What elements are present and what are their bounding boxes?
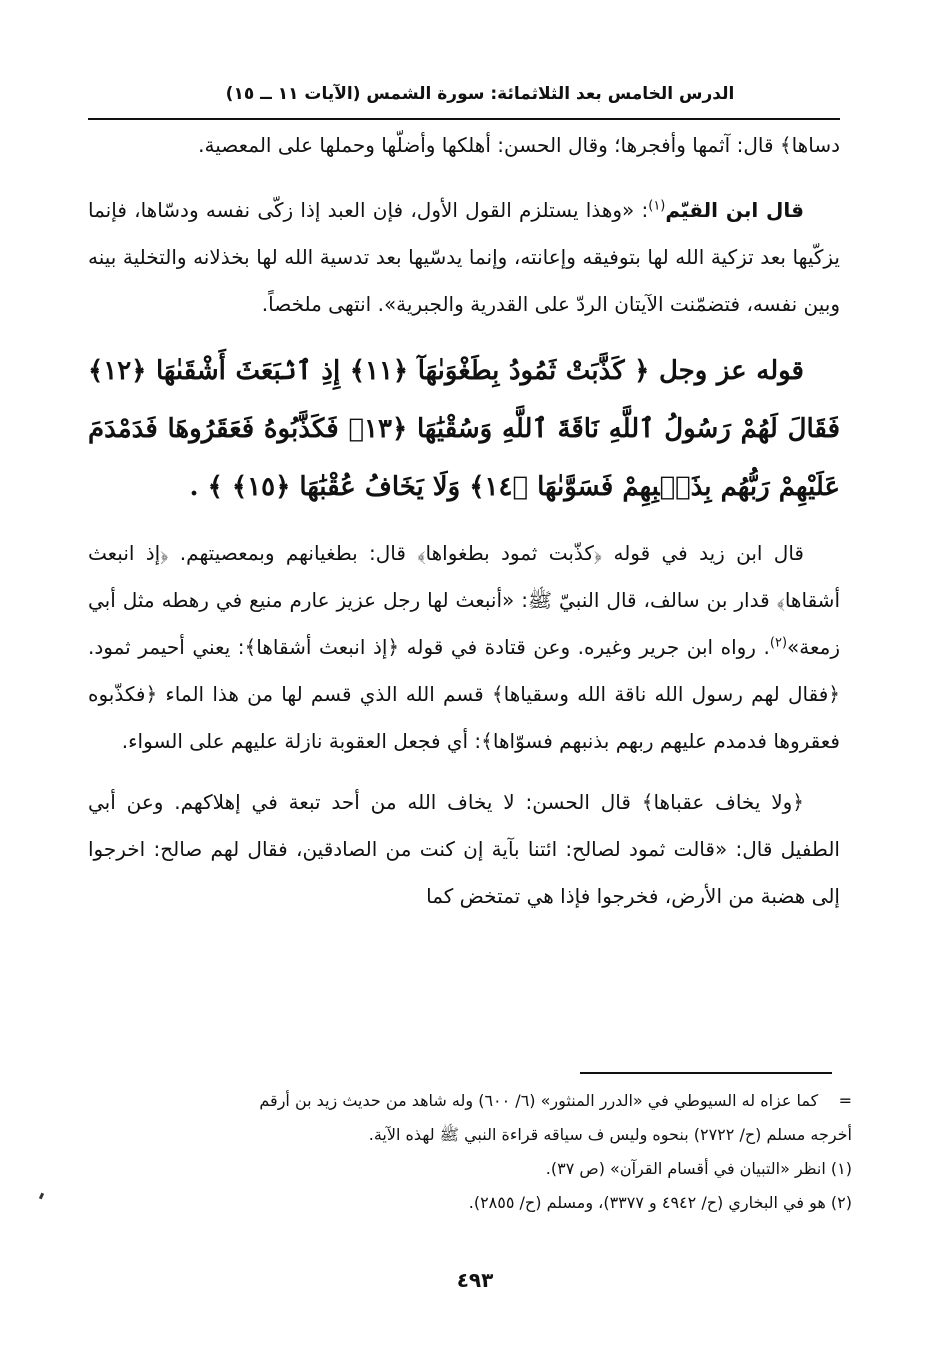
paragraph-continuation: دساها﴾ قال: آثمها وأفجرها؛ وقال الحسن: أهلكها وأضلّها وحملها على المعصية. (198, 133, 840, 157)
header-divider (88, 118, 840, 120)
quran-verses (88, 342, 840, 516)
footnote-continuation-line-1: كما عزاه له السيوطي في «الدرر المنثور» (٦/ ٦٠٠) وله شاهد من حديث زيد بن أرقم (259, 1091, 819, 1110)
paragraph-ibn-alqayyim (88, 187, 840, 328)
footnote-2: (٢) هو في البخاري (ح/ ٤٩٤٢ و ٣٣٧٧)، ومسلم (ح/ ٢٨٥٥). (468, 1193, 852, 1212)
tafsir-text-a: قال ابن زيد في قوله ﴿كذّبت ثمود بطغواها﴾ قال: بطغيانهم وبمعصيتهم. ﴿إذ انبعث أشقاها﴾ قدار بن سالف، قال النبيّ ﷺ: «أنبعث لها رجل عزيز عارم منيع في رهطه مثل أبي زمعة» (88, 541, 840, 659)
quote-text: : «وهذا يستلزم القول الأول، فإن العبد إذا زكّى نفسه ودسّاها، فإنما يزكّيها بعد تزكية الله لها بتوفيقه وإعانته، وإنما يدسّيها بعد تدسية الله لها بخذلانه والتخلية بينه وبين نفسه، فتضمّنت الآيتان الردّ على القدرية والجبرية». انتهى ملخصاً. (88, 198, 840, 316)
paragraph-abu-tufail: ﴿ولا يخاف عقباها﴾ قال الحسن: لا يخاف الله من أحد تبعة في إهلاكهم. وعن أبي الطفيل قال: «قالت ثمود لصالح: ائتنا بآية إن كنت من الصادقين، فقال لهم صالح: اخرجوا إلى هضبة من الأرض، فخرجوا فإذا هي تمتخض كما (88, 790, 840, 908)
footnote-1: (١) انظر «التبيان في أقسام القرآن» (ص ٣٧). (545, 1159, 852, 1178)
continuation-marker: = (838, 1091, 852, 1110)
quote-author: قال ابن القيّم (665, 198, 804, 222)
footnote-divider (580, 1072, 832, 1074)
footnotes (90, 1084, 852, 1220)
page-number: ٤٩٣ (456, 1268, 494, 1292)
verse-intro: قوله عز وجل (658, 356, 804, 386)
footnote-ref-2: (٢) (769, 635, 788, 651)
paragraph-tafsir (88, 530, 840, 765)
running-header: الدرس الخامس بعد الثلاثمائة: سورة الشمس (الآيات ١١ ــ ١٥) (225, 84, 735, 104)
verse-text: ﴿ كَذَّبَتْ ثَمُودُ بِطَغْوَىٰهَآ ﴿١١﴾ إِذِ ٱنۢبَعَثَ أَشْقَىٰهَا ﴿١٢﴾ فَقَالَ لَهُمْ رَسُولُ ٱللَّهِ نَاقَةَ ٱللَّهِ وَسُقْيَٰهَا ﴿١٣﴾ فَكَذَّبُوهُ فَعَقَرُوهَا فَدَمْدَمَ عَلَيْهِمْ رَبُّهُم بِذَنۢبِهِمْ فَسَوَّىٰهَا ﴿١٤﴾ وَلَا يَخَافُ عُقْبَٰهَا ﴿١٥﴾ ﴾ . (88, 356, 840, 502)
scan-speck (39, 1193, 44, 1200)
tafsir-text-b: . رواه ابن جرير وغيره. وعن قتادة في قوله ﴿إذ انبعث أشقاها﴾: يعني أحيمر ثمود. ﴿فقال لهم رسول الله ناقة الله وسقياها﴾ قسم الله الذي قسم لها من هذا الماء ﴿فكذّبوه فعقروها فدمدم عليهم ربهم بذنبهم فسوّاها﴾: أي فجعل العقوبة نازلة عليهم على السواء. (88, 635, 840, 753)
main-text (88, 122, 840, 920)
footnote-continuation (90, 1084, 852, 1118)
footnote-continuation-line-2: أخرجه مسلم (ح/ ٢٧٢٢) بنحوه وليس ف سياقه قراءة النبي ﷺ لهذه الآية. (368, 1125, 852, 1144)
footnote-ref-1: (١) (648, 198, 666, 214)
